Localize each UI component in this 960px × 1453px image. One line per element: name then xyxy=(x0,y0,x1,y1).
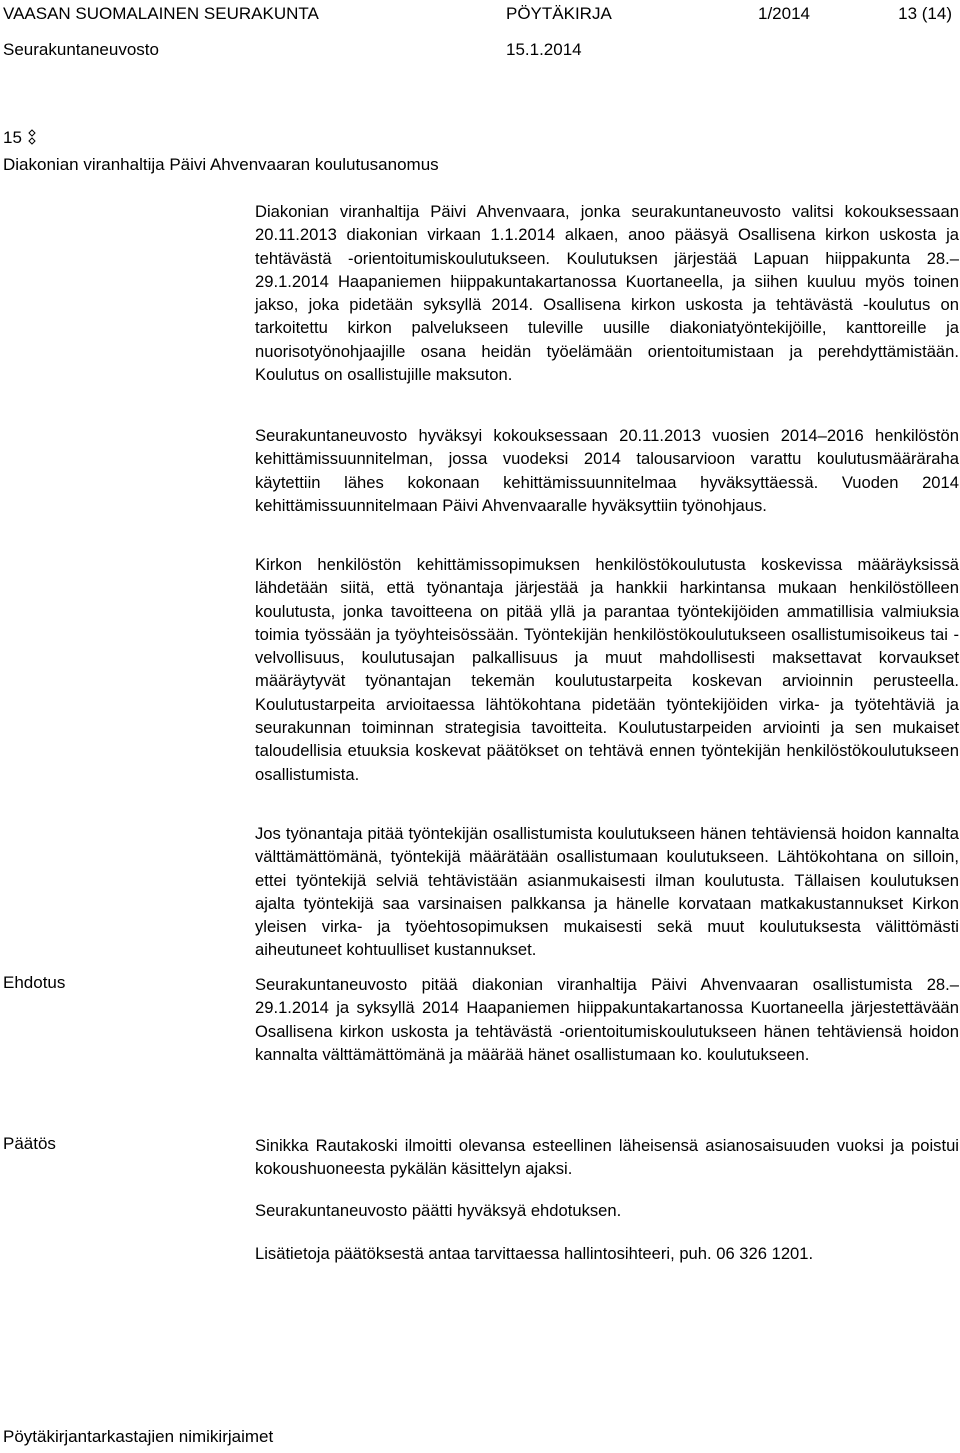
meeting-header xyxy=(3,40,952,64)
decision-recusal xyxy=(255,1134,959,1181)
paragraph-text: Kirkon henkilöstön kehittämissopimuksen henkilöstökoulutusta koskevissa määräyksissä lähdetään siitä, että työnantaja järjestää ja hankkii harkintansa mukaan henkilöstölleen koulutusta, jonka tavoitteena on pitää yllä ja parantaa työntekijöiden ammatillisia valmiuksia toimia työssään ja työyhteisössään. Työntekijän henkilöstökoulutukseen osallistumisoikeus tai -velvollisuus, koulutusajan palkallisuus ja muut mahdollisesti maksettavat korvaukset määräytyvät työnantajan tekemän koulutustarpeita koskevan arvioinnin perusteella. Koulutustarpeita arvioitaessa lähtökohtana pidetään työntekijöiden virka- ja työtehtäviä ja seurakunnan toiminnan strategisia tavoitteita. Koulutustarpeiden arviointi ja sen mukaiset taloudellisia etuuksia koskevat päätökset on tehtävä ennen työntekijän henkilöstökoulutukseen osallistumista. xyxy=(255,555,959,784)
paragraph-mandatory xyxy=(255,822,959,962)
paragraph-text: Jos työnantaja pitää työntekijän osallistumista koulutukseen hänen tehtäviensä hoidon kannalta välttämättömänä, työntekijä määrätään osallistumaan koulutukseen. Lähtökohtana on silloin, ettei työntekijä selviä tehtävistään asianmukaisesti ilman koulutusta. Tällaisen koulutuksen ajalta työntekijä saa varsinaisen palkkansa ja hänelle korvataan matkakustannukset Kirkon yleisen virka- ja työehtosopimuksen mukaisesti sekä muut koulutuksesta välittömästi aiheutuneet kohtuulliset kustannukset. xyxy=(255,824,959,960)
document-header xyxy=(3,4,952,28)
initials-footer: Pöytäkirjantarkastajien nimikirjaimet xyxy=(3,1427,274,1446)
section-mark-icon xyxy=(28,129,36,149)
decision-result xyxy=(255,1199,959,1222)
paragraph-application xyxy=(255,200,959,386)
section-title: Diakonian viranhaltija Päivi Ahvenvaaran koulutusanomus xyxy=(3,155,439,174)
governing-body: Seurakuntaneuvosto xyxy=(3,40,159,59)
decision-contact xyxy=(255,1242,959,1265)
meeting-date: 15.1.2014 xyxy=(506,40,582,59)
paragraph-policy xyxy=(255,553,959,786)
document-number: 1/2014 xyxy=(758,4,810,23)
proposal-label: Ehdotus xyxy=(3,973,66,992)
paragraph-budget xyxy=(255,424,959,517)
page-number: 13 (14) xyxy=(898,4,952,23)
decision-label: Päätös xyxy=(3,1134,56,1153)
proposal-text xyxy=(255,973,959,1066)
paragraph-text: Diakonian viranhaltija Päivi Ahvenvaara, jonka seurakuntaneuvosto valitsi kokouksessaan 20.11.2013 diakonian virkaan 1.1.2014 alkaen, anoo pääsyä Osallisena kirkon uskosta ja tehtävästä -orientoitumiskoulutukseen. Koulutuksen järjestää Lapuan hiippakunta 28.–29.1.2014 Haapaniemen hiippakuntakartanossa Kuortaneella, ja siihen kuuluu myös toinen jakso, joka pidetään syksyllä 2014. Osallisena kirkon uskosta ja tehtävästä -koulutus on tarkoitettu kirkon palvelukseen tuleville uusille diakoniatyöntekijöille, kanttoreille ja nuorisotyönohjaajille osana heidän työelämään orientoitumistaan ja perehdyttämistään. Koulutus on osallistujille maksuton. xyxy=(255,202,959,385)
document-type: PÖYTÄKIRJA xyxy=(506,4,612,23)
organization-name: VAASAN SUOMALAINEN SEURAKUNTA xyxy=(3,4,319,23)
paragraph-text: Lisätietoja päätöksestä antaa tarvittaessa hallintosihteeri, puh. 06 326 1201. xyxy=(255,1244,814,1263)
section-number: 15 xyxy=(3,128,22,147)
paragraph-text: Seurakuntaneuvosto pitää diakonian viranhaltija Päivi Ahvenvaaran osallistumista 28.–29.1.2014 ja syksyllä 2014 Haapaniemen hiippakuntakartanossa Kuortaneella järjestettävään Osallisena kirkon uskosta ja tehtävästä -orientoitumiskoulutukseen hänen tehtäviensä hoidon kannalta välttämättömänä ja määrää hänet osallistumaan ko. koulutukseen. xyxy=(255,975,959,1064)
paragraph-text: Sinikka Rautakoski ilmoitti olevansa esteellinen läheisensä asianosaisuuden vuoksi ja poistui kokoushuoneesta pykälän käsittelyn ajaksi. xyxy=(255,1136,959,1179)
paragraph-text: Seurakuntaneuvosto päätti hyväksyä ehdotuksen. xyxy=(255,1201,622,1220)
paragraph-text: Seurakuntaneuvosto hyväksyi kokouksessaan 20.11.2013 vuosien 2014–2016 henkilöstön kehittämissuunnitelman, jossa vuodeksi 2014 talousarvioon varattu koulutusmääräraha käytettiin lähes kokonaan kehittämissuunnitelmaa hyväksyttäessä. Vuoden 2014 kehittämissuunnitelmaan Päivi Ahvenvaaralle hyväksyttiin työnohjaus. xyxy=(255,426,959,515)
